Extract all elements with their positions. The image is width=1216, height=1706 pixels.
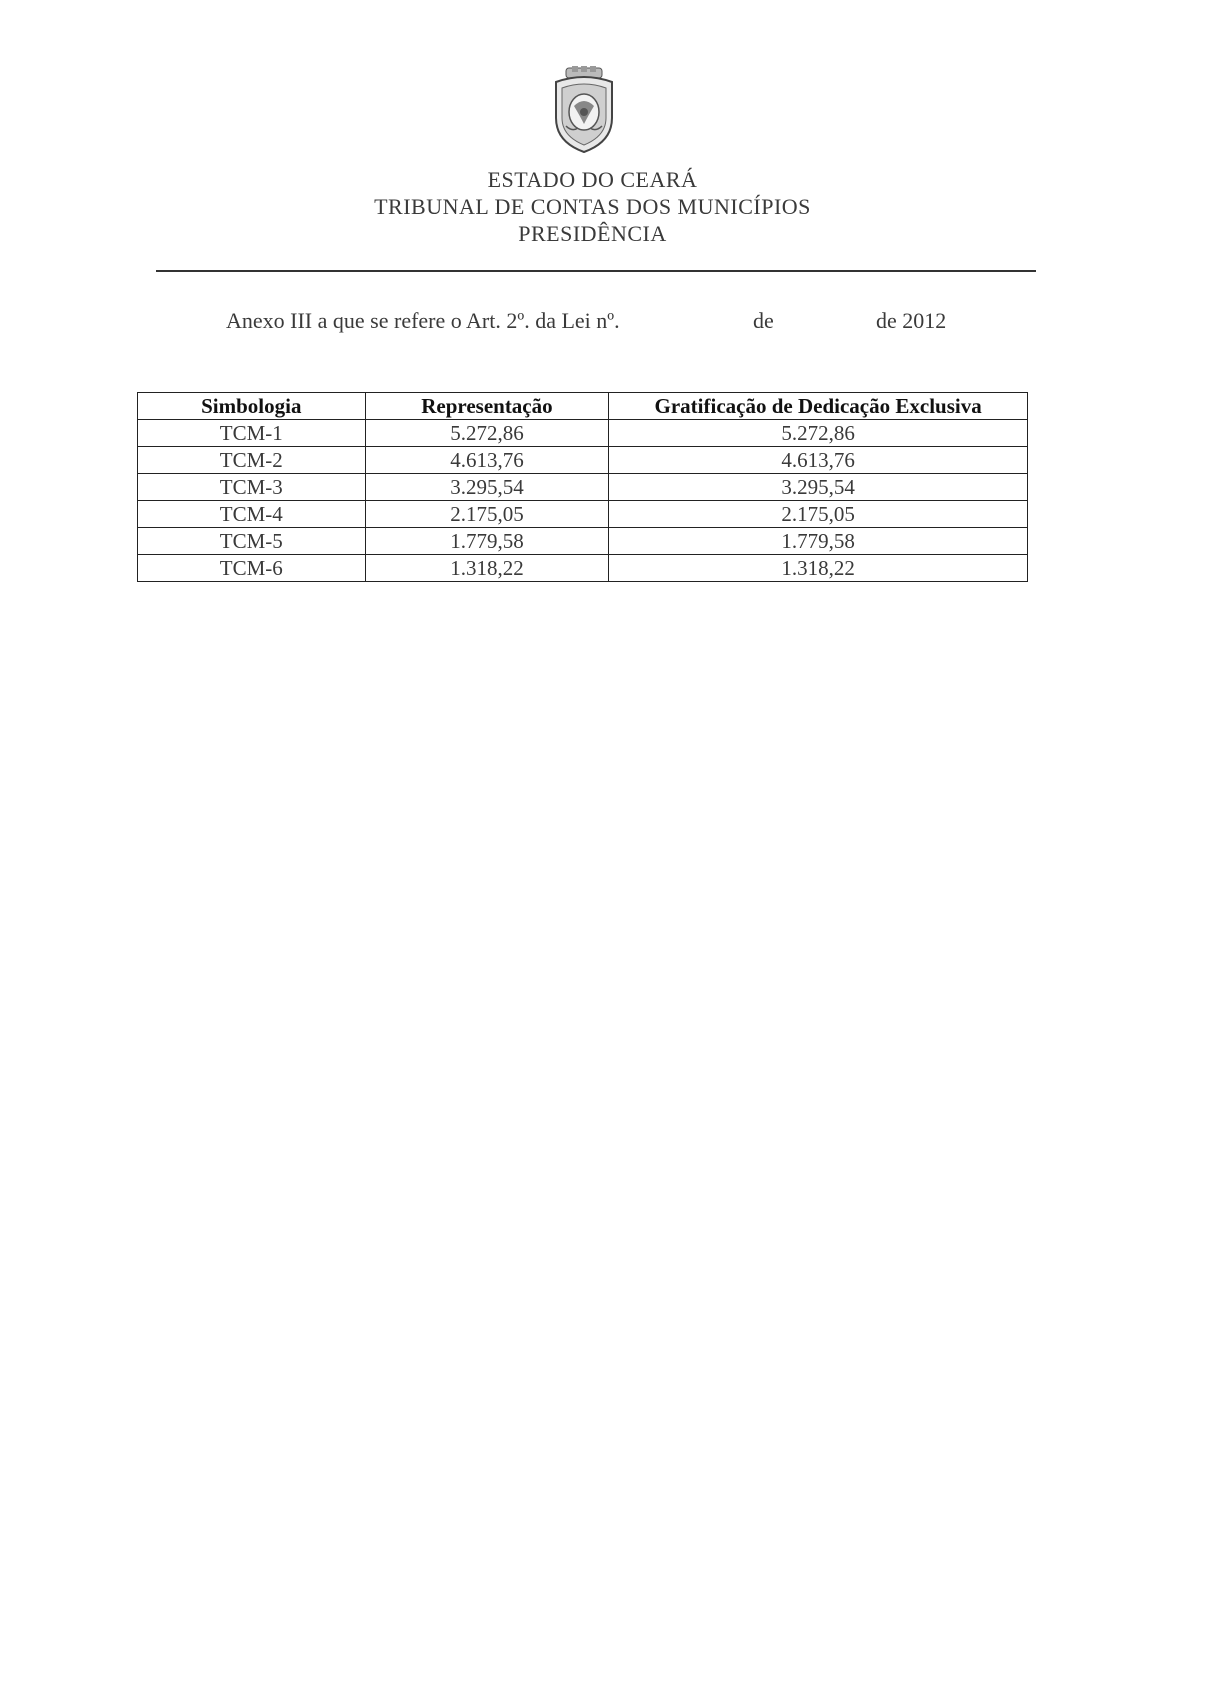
document-header: [0, 166, 1185, 247]
table-cell: 1.779,58: [609, 528, 1028, 555]
state-name: ESTADO DO CEARÁ: [487, 167, 698, 192]
table-cell: TCM-5: [138, 528, 366, 555]
table-cell: 4.613,76: [365, 447, 609, 474]
annex-date-year: de 2012: [876, 308, 947, 333]
table-header-row: [138, 393, 1028, 420]
state-coat-of-arms-icon: [552, 66, 616, 156]
table-cell: TCM-4: [138, 501, 366, 528]
table-cell: 3.295,54: [609, 474, 1028, 501]
table-row: [138, 501, 1028, 528]
column-header: Gratificação de Dedicação Exclusiva: [609, 393, 1028, 420]
table-cell: 2.175,05: [609, 501, 1028, 528]
table-cell: TCM-1: [138, 420, 366, 447]
column-header: Representação: [365, 393, 609, 420]
table-row: [138, 447, 1028, 474]
header-divider: [156, 270, 1036, 272]
table-cell: 5.272,86: [609, 420, 1028, 447]
table-cell: 4.613,76: [609, 447, 1028, 474]
table-cell: TCM-6: [138, 555, 366, 582]
table-row: [138, 474, 1028, 501]
table-row: [138, 420, 1028, 447]
table-cell: 3.295,54: [365, 474, 609, 501]
tribunal-name: TRIBUNAL DE CONTAS DOS MUNICÍPIOS: [374, 194, 811, 219]
salary-table: [137, 392, 1028, 582]
table-cell: 2.175,05: [365, 501, 609, 528]
table-cell: 1.318,22: [365, 555, 609, 582]
department-name: PRESIDÊNCIA: [518, 221, 667, 246]
column-header: Simbologia: [138, 393, 366, 420]
annex-date-de: de: [753, 308, 774, 333]
table-row: [138, 555, 1028, 582]
annex-reference: Anexo III a que se refere o Art. 2º. da Lei nº.: [226, 308, 620, 333]
table-cell: 5.272,86: [365, 420, 609, 447]
table-cell: 1.318,22: [609, 555, 1028, 582]
table-cell: TCM-2: [138, 447, 366, 474]
table-row: [138, 528, 1028, 555]
table-cell: 1.779,58: [365, 528, 609, 555]
table-cell: TCM-3: [138, 474, 366, 501]
